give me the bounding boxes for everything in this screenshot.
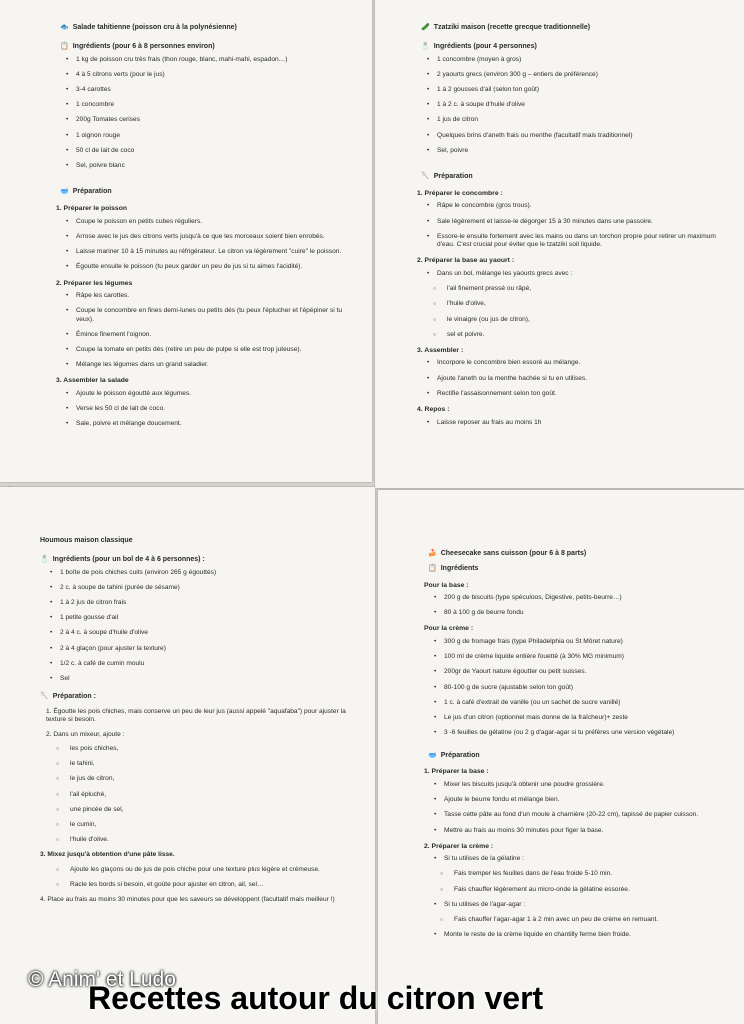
step-text: 1. Égoutte les pois chiches, mais conserve un peu de leur jus (aussi appelé "aquafaba") pour ajuster la texture si besoin. [46, 708, 346, 724]
cooking-icon: 🥣 [60, 188, 69, 196]
list-item: • Sale, poivre et mélange doucement. [56, 420, 354, 428]
list-item: • Égoutte ensuite le poisson (tu peux garder un peu de jus si tu aimes l'acidité). [56, 263, 354, 271]
list-item: • 1 à 2 jus de citron frais [40, 599, 357, 607]
preparation-heading: 🥣 Préparation [428, 751, 480, 759]
list-item: • 1/2 c. à café de cumin moulu [40, 660, 357, 668]
list-item: • 2 à 4 c. à soupe d'huile d'olive [40, 629, 357, 637]
list-item: • 100 ml de crème liquide entière fouetté (à 30% MG minimum) [424, 653, 726, 661]
ingredients-list [424, 638, 726, 738]
recipe-title: Houmous maison classique [40, 537, 133, 544]
list-item: • 1 kg de poisson cru très frais (thon rouge, blanc, mahi-mahi, espadon…) [56, 56, 354, 64]
recipe-title: 🐟 Salade tahitienne (poisson cru à la polynésienne) [60, 24, 237, 31]
section-title: Pour la base : [424, 581, 469, 589]
cucumber-icon: 🥒 [421, 24, 430, 31]
ingredients-heading: 🧂 Ingrédients (pour 4 personnes) [421, 42, 537, 50]
preparation-heading: 🥄 Préparation [421, 173, 473, 181]
list-item: ○ Fais tremper les feuilles dans de l'eau froide 5-10 min. [424, 870, 726, 878]
step-list [417, 419, 724, 427]
list-item: ○ Fais chauffer l'agar-agar 1 à 2 min avec un peu de crème en remuant. [424, 916, 726, 924]
list-item: • 3-4 carottes [56, 86, 354, 94]
list-item: • Râpe le concombre (gros trous). [417, 202, 724, 210]
step-list [417, 359, 724, 398]
list-item: • 1 c. à café d'extrait de vanille (ou un sachet de sucre vanillé) [424, 699, 726, 707]
step-title: 3. Assembler la salade [56, 377, 129, 385]
preparation-heading: 🥣 Préparation [60, 188, 112, 196]
list-item: • Sel [40, 675, 357, 683]
step-list [424, 781, 726, 835]
recipe-sheet-salade [0, 0, 372, 482]
step-text: 4. Place au frais au moins 30 minutes pour que les saveurs se développent (facultatif mais meilleur !) [40, 896, 335, 904]
step-list [56, 218, 354, 272]
list-item: • Émince finement l'oignon. [56, 331, 354, 339]
step-title: 2. Préparer la base au yaourt : [417, 257, 515, 265]
list-item: ○ l'ail finement pressé ou râpé, [417, 285, 724, 293]
list-item: • Râpe les carottes. [56, 292, 354, 300]
list-item: ○ le jus de citron, [40, 775, 357, 783]
list-item: ○ le cumin, [40, 821, 357, 829]
step-list [40, 866, 357, 889]
list-item: • 4 à 5 citrons verts (pour le jus) [56, 71, 354, 79]
recipe-sheet-houmous [0, 487, 375, 1024]
ingredients-list [417, 56, 724, 156]
list-item: • 300 g de fromage frais (type Philadelphia ou St Môret nature) [424, 638, 726, 646]
list-item: ○ l'huile d'olive. [40, 836, 357, 844]
list-item: • Quelques brins d'aneth frais ou menthe (facultatif mais traditionnel) [417, 132, 724, 140]
list-item: • 200gr de Yaourt nature égoutter ou petit suisses. [424, 668, 726, 676]
list-item: ○ les pois chiches, [40, 745, 357, 753]
cooking-icon: 🥣 [428, 751, 437, 759]
step-text: 3. Mixez jusqu'à obtention d'une pâte lisse. [40, 851, 175, 859]
step-title: 1. Préparer le poisson [56, 205, 128, 213]
list-item: • Sel, poivre [417, 147, 724, 155]
step-title: 2. Préparer la crème : [424, 842, 494, 850]
spoon-icon: 🥄 [421, 173, 430, 181]
list-item: • Essore-le ensuite fortement avec les mains ou dans un torchon propre pour retirer un maximum d'eau. C'est crucial pour éviter que le tzatziki soit liquide. [417, 233, 724, 249]
list-item: • Ajoute le poisson égoutté aux légumes. [56, 390, 354, 398]
notes-icon: 📋 [428, 564, 437, 572]
list-item: • Dans un bol, mélange les yaourts grecs avec : [417, 270, 724, 278]
list-item: • 1 à 2 c. à soupe d'huile d'olive [417, 101, 724, 109]
list-item: ○ une pincée de sel, [40, 806, 357, 814]
list-item: • 200g Tomates cerises [56, 116, 354, 124]
list-item: • Laisse reposer au frais au moins 1h [417, 419, 724, 427]
list-item: • 1 oignon rouge [56, 132, 354, 140]
cake-icon: 🍰 [428, 550, 437, 557]
step-list [424, 855, 726, 939]
list-item: • Incorpore le concombre bien essoré au mélange. [417, 359, 724, 367]
fish-icon: 🐟 [60, 24, 69, 31]
list-item: • 2 yaourts grecs (environ 300 g – entiers de préférence) [417, 71, 724, 79]
list-item: • 200 g de biscuits (type spéculoos, Digestive, petits-beurre…) [424, 594, 726, 602]
list-item: • Arrose avec le jus des citrons verts jusqu'à ce que les morceaux soient bien enrobés. [56, 233, 354, 241]
step-title: 2. Préparer les légumes [56, 279, 133, 287]
list-item: ○ Fais chauffer légèrement au micro-onde la gélatine essorée. [424, 886, 726, 894]
list-item: ○ l'huile d'olive, [417, 300, 724, 308]
list-item: • Ajoute le beurre fondu et mélange bien. [424, 796, 726, 804]
list-item: • 1 jus de citron [417, 116, 724, 124]
list-item: ○ Ajoute les glaçons ou de jus de pois chiche pour une texture plus légère et crémeuse. [40, 866, 357, 874]
copyright-credit: © Anim' et Ludo [28, 968, 176, 991]
recipe-title: 🍰 Cheesecake sans cuisson (pour 6 à 8 parts) [428, 550, 587, 557]
ingredients-list [40, 569, 357, 684]
list-item: • Mixer les biscuits jusqu'à obtenir une poudre grossière. [424, 781, 726, 789]
list-item: • 2 à 4 glaçon (pour ajuster la texture) [40, 645, 357, 653]
list-item: • Coupe le poisson en petits cubes réguliers. [56, 218, 354, 226]
ingredients-list [424, 594, 726, 617]
list-item: • Mettre au frais au moins 30 minutes pour figer la base. [424, 827, 726, 835]
list-item: • Rectifie l'assaisonnement selon ton goût. [417, 390, 724, 398]
recipe-sheet-cheesecake [378, 490, 744, 1024]
step-title: 3. Assembler : [417, 346, 464, 354]
list-item: ○ Racle les bords si besoin, et goûte pour ajuster en citron, ail, sel… [40, 881, 357, 889]
list-item: • 3 -6 feuilles de gélatine (ou 2 g d'agar-agar si tu préfères une version végétale) [424, 729, 726, 737]
step-list [417, 202, 724, 249]
ingredients-heading: 🧂 Ingrédients (pour un bol de 4 à 6 personnes) : [40, 555, 205, 563]
ingredients-heading: 📋 Ingrédients [428, 564, 479, 572]
list-item: • 80-100 g de sucre (ajustable selon ton goût) [424, 684, 726, 692]
list-item: • Mélange les légumes dans un grand saladier. [56, 361, 354, 369]
list-item: • Monte le reste de la crème liquide en chantilly ferme bien froide. [424, 931, 726, 939]
list-item: • Ajoute l'aneth ou la menthe hachée si tu en utilises. [417, 375, 724, 383]
notes-icon: 📋 [60, 42, 69, 50]
step-list [417, 270, 724, 339]
list-item: • 50 cl de lait de coco [56, 147, 354, 155]
list-item: • Coupe la tomate en petits dés (retire un peu de pulpe si elle est trop juteuse). [56, 346, 354, 354]
ingredients-icon: 🧂 [40, 555, 49, 563]
ingredients-heading: 📋 Ingrédients (pour 6 à 8 personnes environ) [60, 42, 215, 50]
list-item: • 1 concombre (moyen à gros) [417, 56, 724, 64]
list-item: • 1 à 2 gousses d'ail (selon ton goût) [417, 86, 724, 94]
list-item: • 1 petite gousse d'ail [40, 614, 357, 622]
list-item: • Tasse cette pâte au fond d'un moule à charnière (20-22 cm), tapissé de papier cuisson. [424, 811, 726, 819]
step-list [56, 390, 354, 429]
ingredients-list [56, 56, 354, 171]
list-item: ○ sel et poivre. [417, 331, 724, 339]
list-item: ○ le tahini, [40, 760, 357, 768]
list-item: • Coupe le concombre en fines demi-lunes ou petits dés (tu peux l'éplucher et l'épépiner si tu veux). [56, 307, 354, 323]
recipe-title: 🥒 Tzatziki maison (recette grecque traditionnelle) [421, 24, 591, 31]
list-item: ○ l'ail épluché, [40, 791, 357, 799]
preparation-heading: 🥄 Préparation : [40, 693, 96, 701]
list-item: • 1 boîte de pois chiches cuits (environ 265 g égouttés) [40, 569, 357, 577]
step-title: 1. Préparer le concombre : [417, 189, 503, 197]
step-list [56, 292, 354, 369]
list-item: • 80 à 100 g de beurre fondu [424, 609, 726, 617]
step-list [40, 745, 357, 845]
spoon-icon: 🥄 [40, 693, 49, 701]
list-item: • 2 c. à soupe de tahini (purée de sésame) [40, 584, 357, 592]
list-item: • Laisse mariner 10 à 15 minutes au réfrigérateur. Le citron va légèrement "cuire" le poisson. [56, 248, 354, 256]
list-item: ○ le vinaigre (ou jus de citron), [417, 316, 724, 324]
list-item: • Si tu utilises de l'agar-agar : [424, 901, 726, 909]
list-item: • Verse les 50 cl de lait de coco. [56, 405, 354, 413]
list-item: • Sel, poivre blanc [56, 162, 354, 170]
section-title: Pour la crème : [424, 625, 474, 633]
list-item: • Le jus d'un citron (optionnel mais donne de la fraîcheur)+ zeste [424, 714, 726, 722]
list-item: • 1 concombre [56, 101, 354, 109]
recipe-sheet-tzatziki [375, 0, 744, 488]
step-text: 2. Dans un mixeur, ajoute : [46, 730, 125, 738]
step-title: 1. Préparer la base : [424, 768, 489, 776]
list-item: • Si tu utilises de la gélatine : [424, 855, 726, 863]
ingredients-icon: 🧂 [421, 42, 430, 50]
list-item: • Sale légèrement et laisse-le dégorger 15 à 30 minutes dans une passoire. [417, 218, 724, 226]
step-title: 4. Repos : [417, 406, 450, 414]
caption-title: Recettes autour du citron vert [88, 980, 544, 1016]
